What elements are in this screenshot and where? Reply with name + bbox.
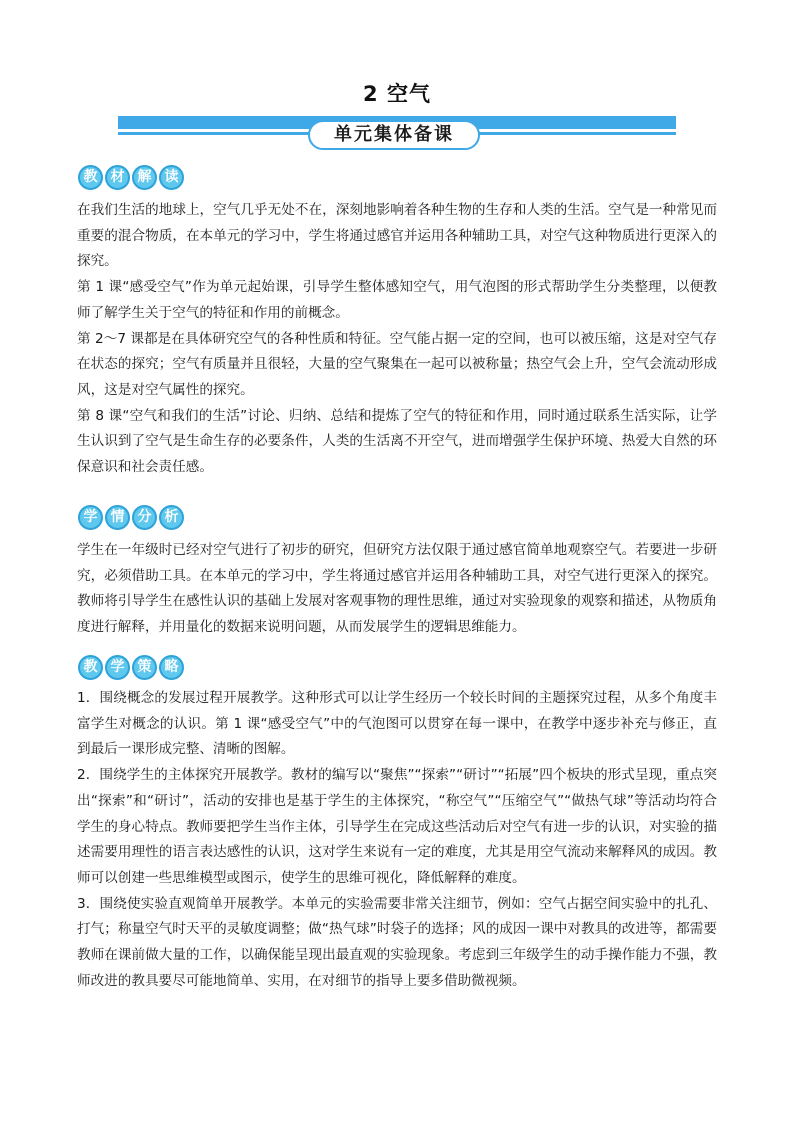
paragraph: 第 1 课“感受空气”作为单元起始课，引导学生整体感知空气，用气泡图的形式帮助学生分类整理，以便教师了解学生关于空气的特征和作用的前概念。 [77,279,717,321]
section-body-textbook [77,198,717,481]
section-body-student-analysis [77,538,717,641]
paragraph: 学生在一年级时已经对空气进行了初步的研究，但研究方法仅限于通过感官简单地观察空气。若要进一步研究，必须借助工具。在本单元的学习中，学生将通过感官并运用各种辅助工具，对空气进行更深入的探究。教师将引导学生在感性认识的基础上发展对客观事物的理性思维，通过对实验现象的观察和描述，从物质角度进行解释，并用量化的数据来说明问题，从而发展学生的逻辑思维能力。 [77,542,717,636]
paragraph: 第 2～7 课都是在具体研究空气的各种性质和特征。空气能占据一定的空间，也可以被压缩，这是对空气存在状态的探究；空气有质量并且很轻，大量的空气聚集在一起可以被称量；热空气会上升，空气会流动形成风，这是对空气属性的探究。 [77,330,717,398]
paragraph: 1．围绕概念的发展过程开展教学。这种形式可以让学生经历一个较长时间的主题探究过程，从多个角度丰富学生对概念的认识。第 1 课“感受空气”中的气泡图可以贯穿在每一课中，在教学中逐步补充与修正，直到最后一课形成完整、清晰的图解。 [77,690,717,758]
section-heading-textbook [78,162,186,192]
heading-char: 解 [132,165,157,190]
paragraph: 第 8 课“空气和我们的生活”讨论、归纳、总结和提炼了空气的特征和作用，同时通过联系生活实际，让学生认识到了空气是生命生存的必要条件，人类的生活离不开空气，进而增强学生保护环境、热爱大自然的环保意识和社会责任感。 [77,407,717,476]
heading-char: 析 [159,505,184,530]
section-body-teaching-strategy [77,686,717,994]
page-title: 2 空气 [363,82,431,106]
heading-char: 略 [159,655,184,680]
heading-char: 情 [105,505,130,530]
heading-char: 学 [105,655,130,680]
heading-char: 策 [132,655,157,680]
banner-label: 单元集体备课 [308,120,480,150]
heading-char: 学 [78,505,103,530]
section-heading-teaching-strategy [78,652,186,682]
paragraph: 在我们生活的地球上，空气几乎无处不在，深刻地影响着各种生物的生存和人类的生活。空气是一种常见而重要的混合物质，在本单元的学习中，学生将通过感官并运用各种辅助工具，对空气这种物质进行更深入的探究。 [77,202,717,270]
heading-char: 读 [159,165,184,190]
heading-char: 分 [132,505,157,530]
heading-char: 教 [78,655,103,680]
unit-banner [118,116,676,152]
paragraph: 2．围绕学生的主体探究开展教学。教材的编写以“聚焦”“探索”“研讨”“拓展”四个板块的形式呈现，重点突出“探索”和“研讨”，活动的安排也是基于学生的主体探究，“称空气”“压缩空气”“做热气球”等活动均符合学生的身心特点。教师要把学生当作主体，引导学生在完成这些活动后对空气有进一步的认识，对实验的描述需要用理性的语言表达感性的认识，这对学生来说有一定的难度，尤其是用空气流动来解释风的成因。教师可以创建一些思维模型或图示，使学生的思维可视化，降低解释的难度。 [77,767,717,886]
paragraph: 3．围绕使实验直观简单开展教学。本单元的实验需要非常关注细节，例如：空气占据空间实验中的扎孔、打气；称量空气时天平的灵敏度调整；做“热气球”时袋子的选择；风的成因一课中对教具的改进等，都需要教师在课前做大量的工作，以确保能呈现出最直观的实验现象。考虑到三年级学生的动手操作能力不强，教师改进的教具要尽可能地简单、实用，在对细节的指导上要多借助微视频。 [77,895,717,989]
heading-char: 教 [78,165,103,190]
section-heading-student-analysis [78,502,186,532]
heading-char: 材 [105,165,130,190]
